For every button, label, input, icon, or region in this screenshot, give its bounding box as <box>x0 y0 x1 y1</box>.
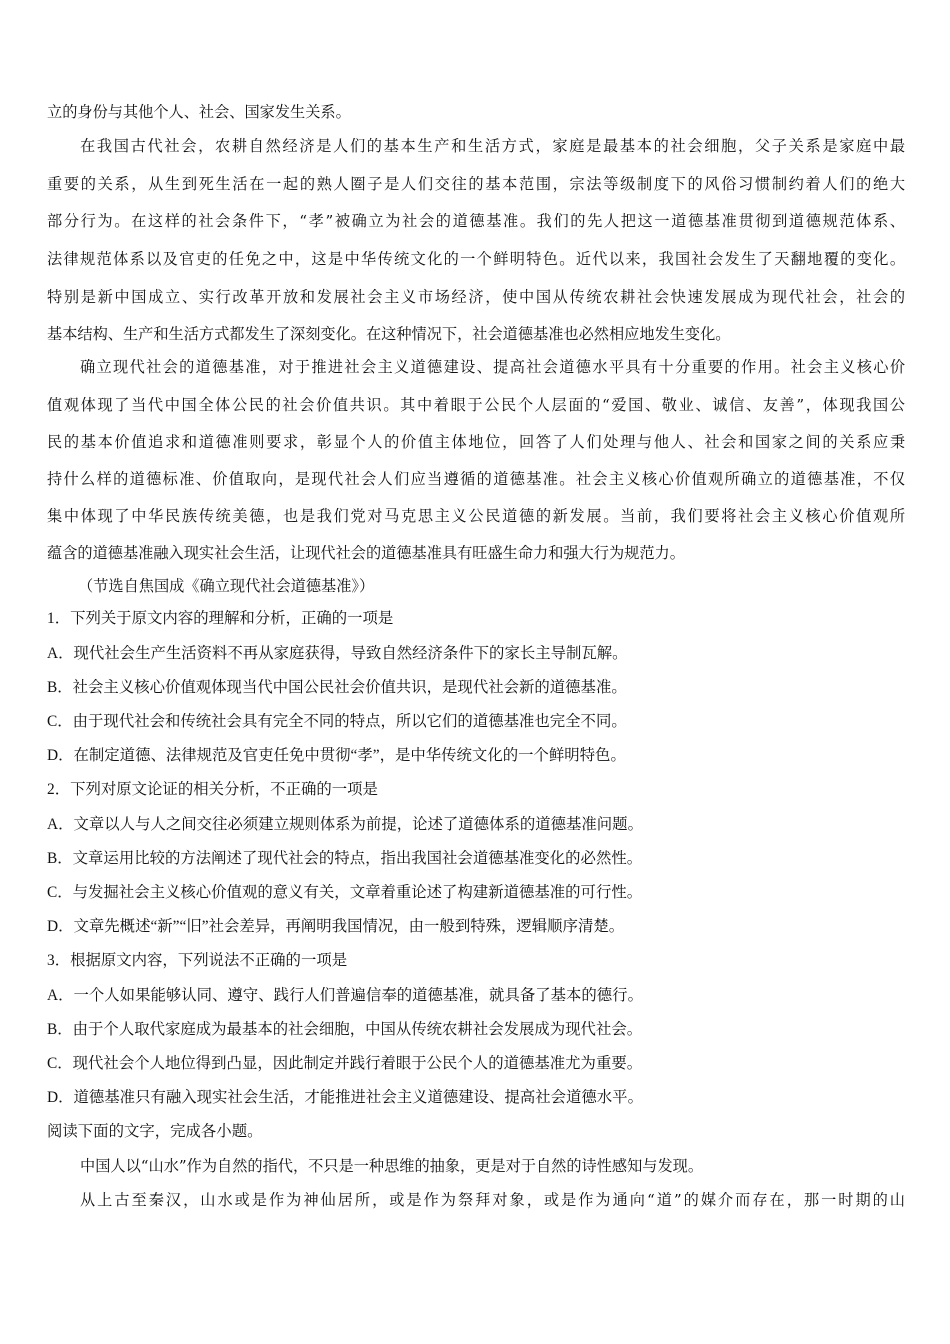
question-1-option-c: C．由于现代社会和传统社会具有完全不同的特点，所以它们的道德基准也完全不同。 <box>47 713 627 730</box>
question-1-option-b: B．社会主义核心价值观体现当代中国公民社会价值共识，是现代社会新的道德基准。 <box>47 679 627 696</box>
question-2-option-a: A．文章以人与人之间交往必须建立规则体系为前提，论述了道德体系的道德基准问题。 <box>47 816 643 833</box>
question-2-option-c: C．与发掘社会主义核心价值观的意义有关，文章着重论述了构建新道德基准的可行性。 <box>47 884 643 901</box>
question-2-option-b: B．文章运用比较的方法阐述了现代社会的特点，指出我国社会道德基准变化的必然性。 <box>47 850 643 867</box>
question-1-option-a: A．现代社会生产生活资料不再从家庭获得，导致自然经济条件下的家长主导制瓦解。 <box>47 645 628 662</box>
question-3-option-a: A．一个人如果能够认同、遵守、践行人们普遍信奉的道德基准，就具备了基本的德行。 <box>47 987 643 1004</box>
source-citation: （节选自焦国成《确立现代社会道德基准》） <box>78 577 375 595</box>
passage1-line-6: 特别是新中国成立、实行改革开放和发展社会主义市场经济，使中国从传统农耕社会快速发展成为现代社会，社会的 <box>47 288 905 306</box>
passage1-line-4: 部分行为。在这样的社会条件下，“孝”被确立为社会的道德基准。我们的先人把这一道德基准贯彻到道德规范体系、 <box>47 212 905 230</box>
question-3-option-d: D．道德基准只有融入现实社会生活，才能推进社会主义道德建设、提高社会道德水平。 <box>47 1089 643 1106</box>
passage2-line-1: 中国人以“山水”作为自然的指代，不只是一种思维的抽象，更是对于自然的诗性感知与发现。 <box>80 1157 704 1175</box>
passage1-line-10: 民的基本价值追求和道德准则要求，彰显个人的价值主体地位，回答了人们处理与他人、社会和国家之间的关系应秉 <box>47 433 905 451</box>
question-3-option-c: C．现代社会个人地位得到凸显，因此制定并践行着眼于公民个人的道德基准尤为重要。 <box>47 1055 643 1072</box>
passage1-line-13: 蕴含的道德基准融入现实社会生活，让现代社会的道德基准具有旺盛生命力和强大行为规范力。 <box>47 544 685 562</box>
passage1-line-2: 在我国古代社会，农耕自然经济是人们的基本生产和生活方式，家庭是最基本的社会细胞，父子关系是家庭中最 <box>80 137 905 155</box>
passage1-line-11: 持什么样的道德标准、价值取向，是现代社会人们应当遵循的道德基准。社会主义核心价值观所确立的道德基准，不仅 <box>47 470 905 488</box>
passage1-line-9: 值观体现了当代中国全体公民的社会价值共识。其中着眼于公民个人层面的“爱国、敬业、诚信、友善”，体现我国公 <box>47 396 905 414</box>
passage1-line-5: 法律规范体系以及官吏的任免之中，这是中华传统文化的一个鲜明特色。近代以来，我国社会发生了天翻地覆的变化。 <box>47 250 905 268</box>
question-1-option-d: D．在制定道德、法律规范及官吏任免中贯彻“孝”，是中华传统文化的一个鲜明特色。 <box>47 747 626 764</box>
question-1-stem: 1．下列关于原文内容的理解和分析，正确的一项是 <box>47 610 394 627</box>
passage1-line-7: 基本结构、生产和生活方式都发生了深刻变化。在这种情况下，社会道德基准也必然相应地发生变化。 <box>47 325 731 343</box>
passage1-line-12: 集中体现了中华民族传统美德，也是我们党对马克思主义公民道德的新发展。当前，我们要将社会主义核心价值观所 <box>47 507 905 525</box>
question-3-option-b: B．由于个人取代家庭成为最基本的社会细胞，中国从传统农耕社会发展成为现代社会。 <box>47 1021 643 1038</box>
question-3-stem: 3．根据原文内容，下列说法不正确的一项是 <box>47 952 348 969</box>
question-2-option-d: D．文章先概述“新”“旧”社会差异，再阐明我国情况，由一般到特殊，逻辑顺序清楚。 <box>47 918 625 935</box>
passage1-line-8: 确立现代社会的道德基准，对于推进社会主义道德建设、提高社会道德水平具有十分重要的作用。社会主义核心价 <box>80 358 905 376</box>
passage1-line-3: 重要的关系，从生到死生活在一起的熟人圈子是人们交往的基本范围，宗法等级制度下的风俗习惯制约着人们的绝大 <box>47 175 905 193</box>
passage2-line-2: 从上古至秦汉，山水或是作为神仙居所，或是作为祭拜对象，或是作为通向“道”的媒介而存在，那一时期的山 <box>80 1191 905 1209</box>
passage1-line-1: 立的身份与其他个人、社会、国家发生关系。 <box>47 103 351 121</box>
question-2-stem: 2．下列对原文论证的相关分析，不正确的一项是 <box>47 781 378 798</box>
reading-instruction: 阅读下面的文字，完成各小题。 <box>47 1123 263 1140</box>
